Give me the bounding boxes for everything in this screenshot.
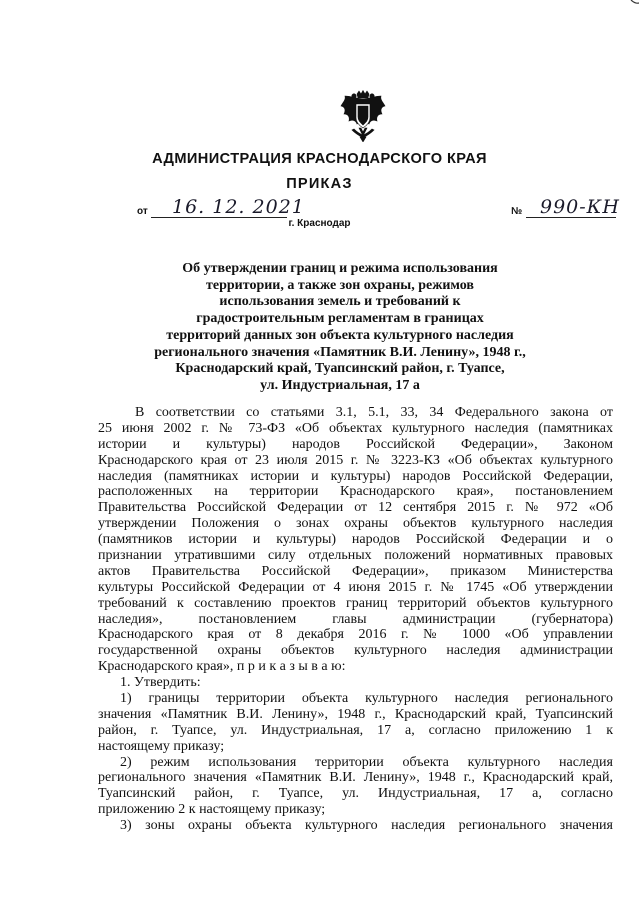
order-item-heading: 1. Утвердить: <box>120 675 201 691</box>
body-line: Краснодарского края», п р и к а з ы в а ю: <box>98 659 346 675</box>
title-line: территорий данных зон объекта культурного наследия <box>166 327 514 343</box>
title-line: территории, а также зон охраны, режимов <box>206 277 474 293</box>
body-line: регионального значения «Памятник В.И. Ленину», 1948 г., Краснодарский край, <box>98 770 613 786</box>
city-label: г. Краснодар <box>288 218 351 229</box>
body-line: Краснодарского края от 8 декабря 2016 г. № 1000 «Об управлении <box>98 627 613 643</box>
body-line: наследия (памятниках истории и культуры) народов Российской Федерации, <box>98 468 613 484</box>
body-line: 1) границы территории объекта культурного наследия регионального <box>120 691 613 707</box>
body-line: требований к составлению проектов границ территорий объектов культурного <box>98 595 613 611</box>
body-line: Краснодарского края от 23 июля 2015 г. № 3223-КЗ «Об объектах культурного <box>98 452 613 468</box>
title-line: Краснодарский край, Туапсинский район, г. Туапсе, <box>175 361 505 377</box>
body-line: Туапсинский район, г. Туапсе, ул. Индустриальная, 17 а, согласно <box>98 786 613 802</box>
body-line: приложению 2 к настоящему приказу; <box>98 802 326 818</box>
date-label: от <box>137 206 148 217</box>
body-line: В соответствии со статьями 3.1, 5.1, 33, 34 Федерального закона от <box>135 405 613 420</box>
body-line: настоящему приказу; <box>98 738 225 754</box>
body-line: признании утратившими силу отдельных положений нормативных правовых <box>98 548 613 564</box>
title-line: использования земель и требований к <box>219 294 461 310</box>
coat-of-arms-emblem <box>340 90 386 142</box>
body-line: 3) зоны охраны объекта культурного наследия регионального значения <box>120 818 613 834</box>
body-line: 2) режим использования территории объекта культурного наследия <box>120 754 613 770</box>
organization-heading: АДМИНИСТРАЦИЯ КРАСНОДАРСКОГО КРАЯ <box>152 151 487 167</box>
body-line: наследия», постановлением главы администрации (губернатора) <box>98 611 613 627</box>
page-corner-mark <box>629 0 639 8</box>
document-title <box>140 261 540 395</box>
handwritten-date: 16. 12. 2021 <box>172 196 305 218</box>
body-line: актов Правительства Российской Федерации», приказом Министерства <box>98 563 613 579</box>
title-line: ул. Индустриальная, 17 а <box>260 377 420 393</box>
body-line: утверждении Положения о зонах охраны объектов культурного наследия <box>98 516 613 532</box>
document-body <box>98 405 613 834</box>
handwritten-number: 990-КН <box>540 196 620 218</box>
body-line: значения «Памятник В.И. Ленину», 1948 г., Краснодарский край, Туапсинский <box>98 706 613 722</box>
title-line: градостроительным регламентам в границах <box>196 311 484 327</box>
title-line: Об утверждении границ и режима использования <box>182 261 498 276</box>
body-line: культуры Российской Федерации от 4 июня 2015 г. № 1745 «Об утверждении <box>98 579 613 595</box>
body-line: Правительства Российской Федерации от 12 сентября 2015 г. № 972 «Об <box>98 500 613 516</box>
body-line: 25 июня 2002 г. № 73-ФЗ «Об объектах культурного наследия (памятниках <box>98 420 613 436</box>
body-line: (памятников истории и культуры) народов Российской Федерации и о <box>98 532 613 548</box>
body-line: район, г. Туапсе, ул. Индустриальная, 17 а, согласно приложению 1 к <box>98 722 613 738</box>
body-line: государственной охраны объектов культурного наследия администрации <box>98 643 613 659</box>
number-label: № <box>511 206 523 217</box>
body-line: расположенных на территории Краснодарского края», постановлением <box>98 484 613 500</box>
title-line: регионального значения «Памятник В.И. Ленину», 1948 г., <box>154 344 526 360</box>
body-line: истории и культуры) народов Российской Федерации», Законом <box>98 436 613 452</box>
document-type-heading: ПРИКАЗ <box>286 176 353 192</box>
